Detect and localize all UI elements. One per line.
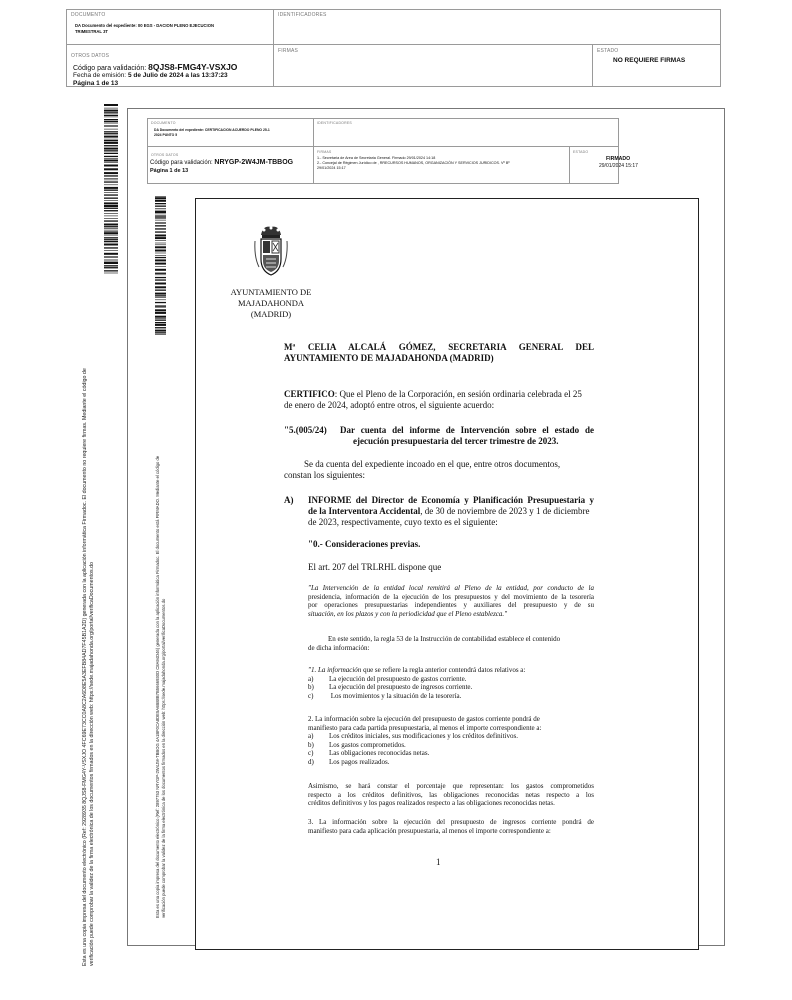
item-number: "5.(005/24) [284, 425, 327, 435]
certifico-paragraph [284, 389, 594, 411]
rule-2-line-1: 2. La información sobre la ejecución del presupuesto de gastos corriente pondrá de [308, 715, 540, 723]
consideraciones-heading: "0.- Consideraciones previas. [308, 539, 421, 549]
outer-barcode [104, 104, 118, 276]
outer-codigo-value[interactable]: 8QJS8-FMG4Y-VSXJO [148, 62, 238, 72]
heading-line-1: Mª CELIA ALCALÁ GÓMEZ, SECRETARIA GENERAL DEL [284, 342, 594, 352]
outer-fecha-label: Fecha de emisión: [73, 72, 127, 79]
asimismo-line-1: Asimismo, se hará constar el porcentaje que representan: los gastos comprometidos [308, 782, 594, 790]
se-da-cuenta-2: constan los siguientes: [284, 470, 365, 480]
outer-codigo [73, 62, 237, 72]
regla-53-line-1: En este sentido, la regla 53 de la Instrucción de contabilidad establece el contenido [328, 635, 561, 643]
inner-header-col1 [313, 118, 314, 184]
outer-identificadores-label: IDENTIFICADORES [278, 12, 327, 18]
regla-53-line-2: de dicha información: [308, 643, 370, 652]
inner-otros-datos-label: OTROS DATOS [151, 153, 179, 157]
rule-1-a-marker: a) [308, 674, 314, 683]
item-title-line-2: ejecución presupuestaria del tercer trimestre de 2023. [353, 436, 559, 446]
inner-codigo-label: Código para validación: [150, 160, 213, 166]
letterhead-line-2: MAJADAHONDA [237, 298, 305, 308]
outer-otros-datos-label: OTROS DATOS [71, 53, 110, 59]
rule-3-line-1: 3. La información sobre la ejecución del presupuesto de ingresos corriente pondrá de [308, 818, 594, 826]
certifico-bold: CERTIFICO [284, 389, 335, 399]
asimismo-line-3: créditos definitivos y los pagos realizados respecto a las obligaciones reconocidas netas. [308, 799, 555, 808]
rule-2-d-marker: d) [308, 757, 314, 766]
rule-1-italic: "1. La información [308, 666, 362, 674]
rule-2-c: Las obligaciones reconocidas netas. [329, 749, 430, 758]
outer-documento-value-1: DA Documento del expediente: 00 EGS - DACION PLENO EJECUCION [75, 23, 214, 28]
outer-documento-label: DOCUMENTO [71, 12, 106, 18]
outer-firmas-label: FIRMAS [278, 48, 299, 54]
inner-estado-value: FIRMADO [606, 156, 631, 162]
rule-1-b: La ejecución del presupuesto de ingresos corriente. [329, 683, 473, 692]
section-a-text [308, 495, 594, 528]
inner-firma-2: 2.- Concejal de Régimen Jurídico de , RRECURSOS HUMANOS, ORGANIZACIÓN Y SERVICIOS JURIDICOS. Vº Bº [317, 161, 510, 165]
rule-2-b-marker: b) [308, 740, 314, 749]
outer-estado-value: NO REQUIERE FIRMAS [613, 57, 686, 64]
inner-barcode [155, 196, 166, 336]
section-a-line-1: INFORME del Director de Economía y Planificación Presupuestaria y [308, 495, 594, 505]
inner-codigo [150, 159, 293, 166]
outer-side-text [82, 368, 96, 966]
se-da-cuenta-1: Se da cuenta del expediente incoado en el que, entre otros documentos, [304, 459, 561, 469]
coat-of-arms-logo [254, 221, 288, 281]
inner-firma-3: 29/01/2024 15:17 [317, 166, 346, 170]
letterhead-line-3: (MADRID) [250, 309, 292, 319]
inner-firma-1: 1.- Secretaria de Area de Secretaria General. Firmado 29/01/2024 14:18 [317, 156, 436, 160]
rule-3 [308, 818, 594, 835]
inner-identificadores-label: IDENTIFICADORES [317, 121, 352, 125]
item-title-line-1: Dar cuenta del informe de Intervención sobre el estado de [340, 425, 594, 435]
rule-2-a-marker: a) [308, 732, 314, 741]
outer-estado-label: ESTADO [597, 48, 619, 54]
inner-side-line-1: Esta es una copia impresa del documento electrónico (Ref: 2897753 NRYGP-2W4JM-TBBOG 4A1BF0CA8DE5A6B88B7B5666930D C8A94D46) generada con la aplicación informática Firmadoc. El documento está FIRMADO. Mediante el código de [155, 455, 160, 918]
heading-line-2: AYUNTAMIENTO DE MAJADAHONDA (MADRID) [284, 353, 494, 363]
inner-documento-value-1: DA Documento del expediente: CERTIFICACION ACUERDO PLENO 25-1 [154, 128, 270, 132]
inner-firmas-label: FIRMAS [317, 150, 332, 154]
letterhead-line-1: AYUNTAMIENTO DE [230, 287, 312, 297]
outer-codigo-label: Código para validación: [73, 65, 147, 72]
outer-fecha [73, 72, 228, 79]
rule-1 [308, 666, 594, 700]
quote-line-1: "La Intervención de la entidad local remitirá al Pleno de la entidad, por conducto de la [308, 584, 594, 592]
rule-2-b: Los gastos comprometidos. [329, 740, 406, 749]
rule-1-c: Los movimientos y la situación de la tesorería. [329, 691, 462, 700]
rule-2-d: Los pagos realizados. [329, 757, 390, 766]
rule-2-c-marker: c) [308, 749, 314, 758]
inner-header-divider [147, 146, 619, 147]
quote-line-2: presidencia, información de la ejecución de los presupuestos y del movimiento de la tesorería [308, 592, 594, 601]
letterhead [223, 287, 319, 320]
outer-side-line-2: verificación puede comprobar la validez de la firma electrónica de los documentos firmados en la dirección web: https://sede.majadahonda.org/portal/verificaDocumentos.do [88, 562, 95, 966]
outer-fecha-value: 5 de Julio de 2024 a las 13:37:23 [127, 72, 228, 79]
inner-estado-date: 29/01/2024 15:17 [599, 163, 638, 169]
inner-documento-label: DOCUMENTO [151, 121, 176, 125]
inner-pagina: Página 1 de 13 [150, 168, 189, 174]
rule-2-line-2: manifiesto para cada partida presupuestaria, al menos el importe correspondiente a: [308, 723, 542, 732]
regla-53 [308, 635, 594, 652]
document-page [195, 198, 699, 950]
page-number: 1 [436, 857, 441, 867]
rule-2-a: Los créditos iniciales, sus modificaciones y los créditos definitivos. [329, 732, 518, 741]
outer-pagina: Página 1 de 13 [73, 80, 119, 87]
rule-2 [308, 715, 594, 767]
certifico-text-2: de enero de 2024, adoptó entre otros, el siguiente acuerdo: [284, 400, 495, 410]
section-a-line-2-rest: , de 30 de noviembre de 2023 y 1 de diciembre [420, 506, 590, 516]
inner-codigo-value[interactable]: NRYGP-2W4JM-TBBOG [214, 159, 294, 166]
rule-1-rest: que se refiere la regla anterior contendrá datos relativos a: [361, 666, 526, 674]
outer-header-col1 [273, 9, 274, 87]
section-a-line-2-bold: de la Interventora Accidental [308, 506, 421, 516]
quote-line-3: por operaciones presupuestarias independientes y auxiliares del presupuesto y de su [308, 601, 594, 610]
rule-1-b-marker: b) [308, 683, 314, 692]
heading [284, 342, 594, 364]
outer-documento-value-2: TRIMESTRAL 3T [75, 29, 108, 34]
outer-header-col2 [592, 44, 593, 87]
inner-documento-value-2: 2024 PUNTO 5 [154, 133, 178, 137]
section-a-line-3: de 2023, respectivamente, cuyo texto es el siguiente: [308, 517, 498, 527]
quote-block [308, 584, 594, 618]
inner-side-text [155, 456, 166, 918]
rule-3-line-2: manifiesto para cada aplicación presupuestaria, al menos el importe correspondiente a: [308, 826, 551, 835]
outer-header-divider [66, 44, 721, 45]
quote-line-4: situación, en los plazos y con la periodicidad que el Pleno establezca." [308, 609, 508, 618]
outer-side-line-1: Esta es una copia impresa del documento electrónico (Ref: 2928935 8QJS8-FMG4Y-VSXJO 4FC69E73CC0A8C2A6D8E5A3EFB84AD7F45B1A2D) generada con la aplicación informática Firmadoc. El documento no requiere firmas. Mediante el código de [82, 368, 88, 966]
item-title [340, 425, 594, 447]
section-a-label: A) [284, 495, 294, 505]
certifico-text-1: : Que el Pleno de la Corporación, en sesión ordinaria celebrada el 25 [334, 389, 582, 399]
rule-1-c-marker: c) [308, 691, 314, 700]
inner-header-col2 [569, 146, 570, 184]
se-da-cuenta [284, 459, 594, 481]
art-207: El art. 207 del TRLRHL dispone que [308, 562, 442, 572]
asimismo-line-2: respecto a los créditos definitivos, las obligaciones reconocidas netas respecto a los [308, 790, 594, 799]
inner-side-line-2: verificación puede comprobar la validez de la firma electrónica de los documentos firmados en la dirección web: https://sede.majadahonda.org/portal/verificaDocumentos.do [160, 598, 166, 918]
rule-1-a: La ejecución del presupuesto de gastos corriente. [329, 674, 467, 683]
asimismo-paragraph [308, 782, 594, 808]
inner-estado-label: ESTADO [573, 150, 589, 154]
